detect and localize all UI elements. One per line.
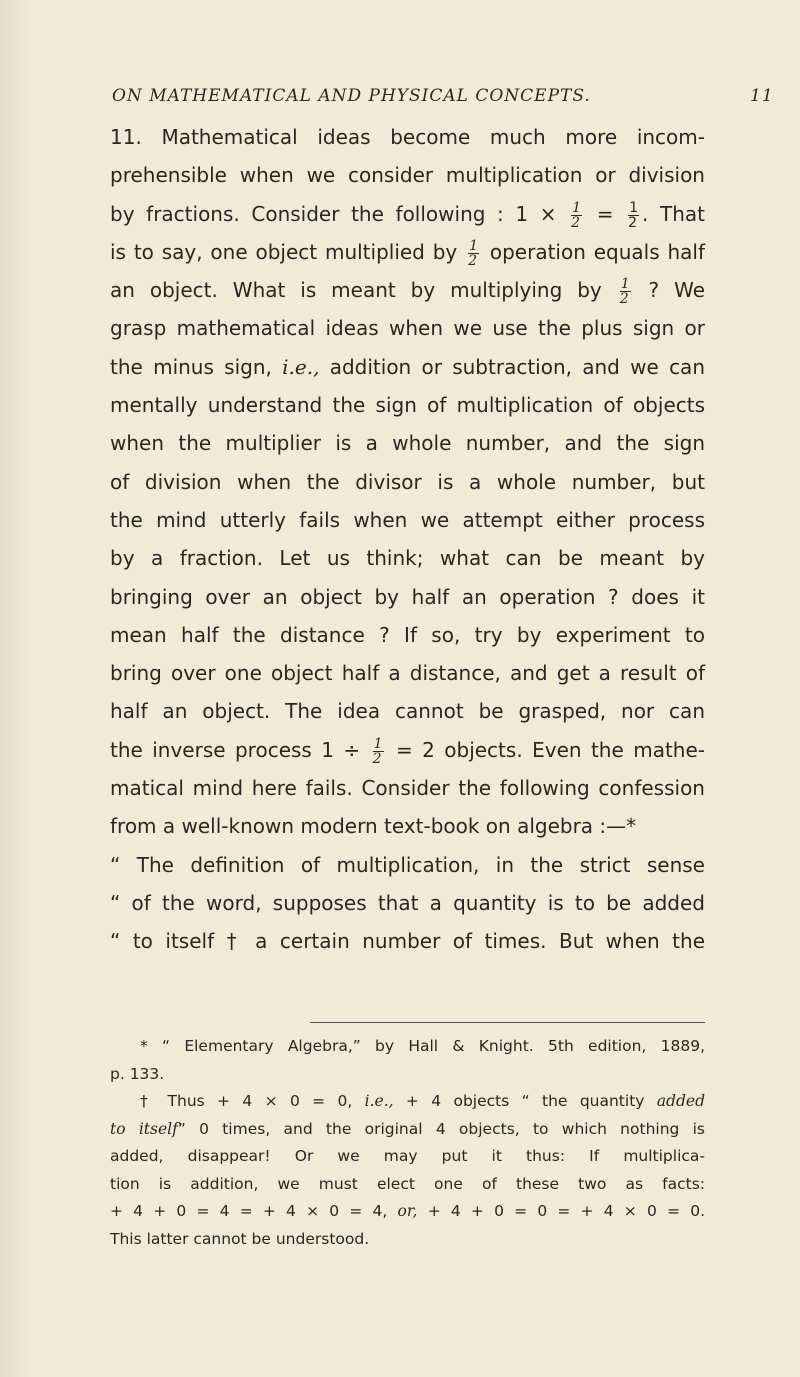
italic-phrase: to itself bbox=[110, 1119, 178, 1138]
text-segment: by fractions. Consider the following : 1 × bbox=[110, 201, 557, 226]
text-line: mentally understand the sign of multiplication of objects bbox=[110, 393, 705, 418]
footnote-line bbox=[110, 1088, 705, 1116]
footnote-line: This latter cannot be understood. bbox=[110, 1229, 370, 1248]
fraction-denominator: 2 bbox=[468, 252, 478, 269]
text-segment: . That bbox=[642, 201, 705, 226]
text-line: matical mind here fails. Consider the following confession bbox=[110, 776, 705, 801]
text-segment: the inverse process 1 ÷ bbox=[110, 737, 361, 762]
text-line bbox=[110, 195, 705, 233]
text-segment: an object. What is meant by multiplying by bbox=[110, 278, 602, 303]
text-segment: † Thus + 4 × 0 = 0, bbox=[140, 1092, 353, 1110]
text-line: when the multiplier is a whole number, and the sign bbox=[110, 431, 705, 456]
text-segment: the minus sign, bbox=[110, 354, 272, 379]
footnote-line: added, disappear! Or we may put it thus: If multiplica- bbox=[110, 1147, 705, 1165]
footnote-line: tion is addition, we must elect one of these two as facts: bbox=[110, 1174, 705, 1193]
text-segment: ? We bbox=[648, 278, 706, 303]
italic-abbreviation: i.e., bbox=[364, 1092, 394, 1110]
fraction-one-half bbox=[620, 277, 631, 306]
fraction-denominator: 2 bbox=[619, 291, 629, 308]
text-line: bring over one object half a distance, and get a result of bbox=[110, 661, 705, 686]
footnote-line: * “ Elementary Algebra,” by Hall & Knight. 5th edition, 1889, bbox=[140, 1037, 705, 1055]
text-line bbox=[110, 348, 705, 386]
text-segment: + 4 objects “ the quantity bbox=[405, 1092, 645, 1110]
text-line: prehensible when we consider multiplication or division bbox=[110, 163, 705, 188]
fraction-one-half bbox=[468, 239, 479, 268]
quote-line: “ of the word, supposes that a quantity is to be added bbox=[110, 890, 705, 915]
main-text bbox=[110, 118, 705, 961]
footnote-line: p. 133. bbox=[110, 1064, 165, 1083]
text-segment: is to say, one object multiplied by bbox=[110, 239, 458, 264]
footnote-divider bbox=[310, 1022, 705, 1023]
text-line: 11. Mathematical ideas become much more incom- bbox=[110, 125, 705, 149]
fraction-one-half bbox=[373, 737, 384, 766]
text-line: from a well-known modern text-book on algebra :—* bbox=[110, 814, 637, 839]
fraction-numerator: 1 bbox=[629, 199, 639, 216]
text-line: mean half the distance ? If so, try by experiment to bbox=[110, 622, 705, 647]
fraction-numerator: 1 bbox=[572, 199, 582, 216]
text-segment: operation equals half bbox=[489, 239, 705, 264]
fraction-one-half bbox=[571, 201, 582, 230]
fraction-denominator: 2 bbox=[571, 214, 581, 231]
fraction-numerator: 1 bbox=[469, 237, 479, 254]
text-line bbox=[110, 731, 705, 769]
text-segment: = 2 objects. Even the mathe- bbox=[395, 737, 705, 762]
quote-line: “ The definition of multiplication, in the strict sense bbox=[110, 852, 705, 877]
text-line: the mind utterly fails when we attempt either process bbox=[110, 507, 705, 532]
italic-word: or, bbox=[397, 1202, 418, 1220]
fraction-numerator: 1 bbox=[373, 735, 383, 752]
text-line: by a fraction. Let us think; what can be meant by bbox=[110, 546, 705, 571]
page-edge-shading bbox=[0, 0, 30, 1377]
text-segment: + 4 + 0 = 0 = + 4 × 0 = 0. bbox=[427, 1202, 705, 1220]
italic-phrase: added bbox=[656, 1092, 705, 1110]
text-segment: ” 0 times, and the original 4 objects, to which nothing is bbox=[177, 1119, 705, 1138]
text-segment: addition or subtraction, and we can bbox=[329, 354, 705, 379]
text-line: bringing over an object by half an operation ? does it bbox=[110, 584, 705, 609]
text-segment: + 4 + 0 = 4 = + 4 × 0 = 4, bbox=[110, 1202, 388, 1220]
running-title: ON MATHEMATICAL AND PHYSICAL CONCEPTS. bbox=[112, 86, 591, 106]
text-line: half an object. The idea cannot be grasped, nor can bbox=[110, 699, 705, 724]
text-line: of division when the divisor is a whole number, but bbox=[110, 469, 705, 494]
fraction-one-half bbox=[628, 201, 639, 230]
footnote-line bbox=[110, 1116, 705, 1144]
quote-line: “ to itself † a certain number of times. But when the bbox=[110, 929, 705, 954]
fraction-denominator: 2 bbox=[628, 214, 638, 231]
footnote-line bbox=[110, 1198, 705, 1226]
footnotes bbox=[110, 1033, 705, 1253]
text-line bbox=[110, 271, 705, 309]
fraction-numerator: 1 bbox=[620, 276, 630, 293]
text-line bbox=[110, 233, 705, 271]
italic-abbreviation: i.e., bbox=[282, 354, 320, 379]
fraction-denominator: 2 bbox=[372, 750, 382, 767]
text-line: grasp mathematical ideas when we use the plus sign or bbox=[110, 316, 705, 341]
page-number: 11 bbox=[750, 86, 774, 106]
text-segment: = bbox=[596, 201, 614, 226]
